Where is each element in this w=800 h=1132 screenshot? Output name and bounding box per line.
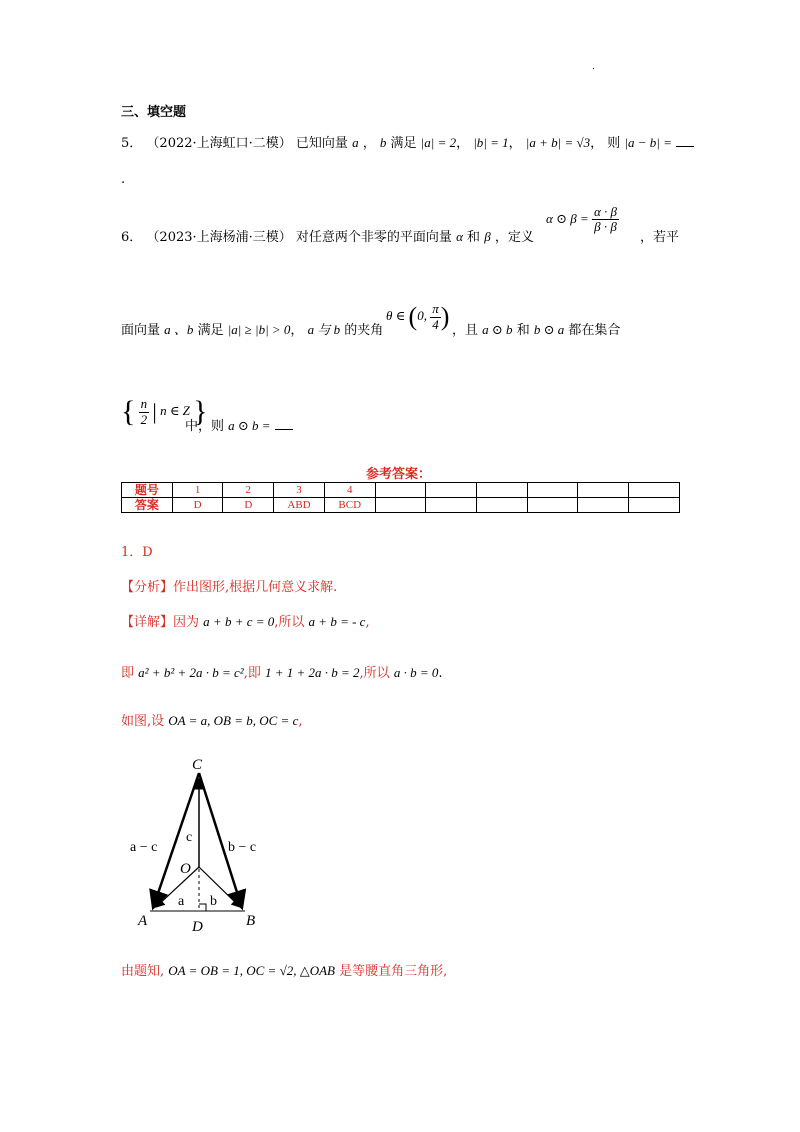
label-O: O: [180, 861, 191, 877]
answers-row-values: [122, 498, 680, 513]
q5-ask: |a − b| =: [624, 135, 672, 150]
answer-value-cell: D: [172, 498, 223, 513]
label-B: B: [246, 913, 256, 929]
q6-cond: |a| ≥ |b| > 0: [227, 322, 291, 337]
q6-text3: ，若平: [640, 230, 680, 245]
label-c: c: [186, 830, 193, 845]
solution-item: 1．D: [121, 545, 153, 560]
q6-definition: [546, 205, 619, 235]
question-6-line1: [121, 226, 534, 245]
q6-text1: 对任意两个非零的平面向量: [295, 230, 452, 245]
q6-line2-d: a 与 b: [307, 322, 341, 337]
q6-set-num: n: [140, 396, 148, 412]
answers-row2-label: 答案: [122, 498, 173, 513]
q6-interval-num: π: [432, 301, 439, 317]
corner-mark: .: [592, 62, 595, 72]
q5-text2: 满足: [390, 136, 417, 151]
eq-sum-zero: a + b + c = 0: [203, 614, 275, 629]
so-2: ,所以: [359, 666, 390, 681]
answer-number-cell: [578, 483, 629, 498]
answer-value-cell: [527, 498, 578, 513]
label-b-minus-c: b − c: [228, 840, 257, 855]
answers-title: 参考答案：: [366, 467, 432, 482]
section-title: 三、填空题: [121, 105, 187, 120]
answer-value-cell: [629, 498, 680, 513]
analysis-tag: 【分析】: [121, 580, 174, 595]
q6-beta: β: [484, 229, 491, 244]
q6-interval-left: 0,: [417, 307, 427, 323]
q6-line2-b: 满足: [197, 323, 224, 338]
question-5: 5． （2022·上海虹口·二模） 已知向量 a ， b 满足 |a| = 2， |b| = 1， |a + b| = √3， 则 |a − b| =: [121, 132, 694, 151]
q6-line2-a: 面向量: [121, 323, 161, 338]
eq-lengths: OA = OB = 1, OC = √2, △OAB: [168, 963, 335, 978]
q6-line2-ab: a 、b: [164, 322, 194, 337]
q6-line2-e: 的夹角: [344, 323, 384, 338]
eq-dot-zero: a · b = 0: [393, 665, 439, 680]
solution-analysis: [121, 576, 337, 595]
answer-number-cell: 1: [172, 483, 223, 498]
q6-op2: b ⊙ a: [533, 322, 565, 337]
q6-set-frac: [139, 397, 150, 427]
conclusion-1: 由题知,: [121, 964, 165, 979]
answer-number-cell: [629, 483, 680, 498]
label-a: a: [178, 894, 185, 909]
detail-text1: 因为: [173, 615, 200, 630]
q6-line2-c: ，: [290, 323, 304, 338]
answer-number-cell: [527, 483, 578, 498]
q6-def-num: α · β: [593, 204, 618, 219]
answer-number-cell: [477, 483, 528, 498]
question-6-line3-end: [185, 415, 293, 434]
so-1: ,所以: [274, 615, 305, 630]
q6-line3-a: 中，则: [185, 419, 225, 434]
fig-comma: ,: [298, 714, 303, 729]
answer-value-cell: D: [223, 498, 274, 513]
answers-row-numbers: [122, 483, 680, 498]
answer-blank-6: [275, 417, 293, 430]
q6-and: 和: [467, 230, 481, 245]
q5-text3: 则: [607, 136, 621, 151]
answer-value-cell: ABD: [274, 498, 325, 513]
q5-comma: ，: [362, 136, 376, 151]
ji-1: 即: [121, 666, 135, 681]
solution-line4: [121, 710, 303, 729]
q6-line2-g: 和: [516, 323, 530, 338]
label-a-minus-c: a − c: [130, 840, 158, 855]
q6-alpha: α: [456, 229, 463, 244]
eq-a-plus-b: a + b = - c: [308, 614, 366, 629]
answer-number-cell: 2: [223, 483, 274, 498]
q5-source: （2022·上海虹口·二模）: [146, 136, 292, 151]
answers-table: [121, 482, 680, 513]
q5-vector-b: b: [379, 135, 387, 150]
comma-1: ,: [365, 615, 370, 630]
answer-number-cell: 3: [274, 483, 325, 498]
q6-op1: a ⊙ b: [482, 322, 513, 337]
question-6-line2-end: [452, 319, 620, 338]
answer-value-cell: [375, 498, 426, 513]
q5-text1: 已知向量: [295, 136, 348, 151]
q6-number: 6．: [121, 230, 143, 245]
answer-value-cell: [477, 498, 528, 513]
vector-figure: [120, 755, 280, 935]
period: .: [438, 666, 443, 681]
solution-line3: [121, 662, 443, 681]
conclusion-2: 是等腰直角三角形,: [339, 964, 448, 979]
detail-tag: 【详解】: [121, 615, 174, 630]
eq-square: a² + b² + 2a · b = c²: [138, 665, 244, 680]
q5-cond3: |a + b| = √3: [525, 135, 591, 150]
label-A: A: [138, 913, 148, 929]
answers-row1-label: 题号: [122, 483, 173, 498]
q6-theta-sym: θ ∈: [386, 307, 406, 323]
label-D: D: [192, 919, 203, 935]
solution-conclusion: [121, 960, 447, 979]
answer-number-cell: [426, 483, 477, 498]
answer-number-cell: 4: [324, 483, 375, 498]
q6-interval-frac: [430, 302, 441, 332]
question-6-line2: [121, 319, 383, 338]
label-C: C: [192, 757, 203, 773]
solution-detail: [121, 611, 370, 630]
q6-set-cond: n ∈ Z: [160, 402, 190, 418]
q6-theta: θ ∈ (0, $\frac{\pi}{4}$ ): [386, 301, 450, 332]
answer-value-cell: BCD: [324, 498, 375, 513]
q6-line2-h: 都在集合: [568, 323, 621, 338]
label-b: b: [210, 894, 217, 909]
q6-def-lhs: α ⊙ β =: [546, 210, 589, 226]
q6-def-den: β · β: [594, 219, 617, 235]
question-6-line3: { $\frac{n}{2}$ | n ∈ Z }: [121, 395, 208, 428]
answer-value-cell: [578, 498, 629, 513]
fig-text: 如图,设: [121, 714, 165, 729]
eq-oa-ob-oc: OA = a, OB = b, OC = c: [168, 713, 299, 728]
ji-2: ,即: [243, 666, 261, 681]
q5-cond2: |b| = 1: [473, 135, 509, 150]
analysis-text: 作出图形,根据几何意义求解.: [173, 580, 338, 595]
q5-vector-a: a: [352, 135, 359, 150]
q5-cond1: |a| = 2: [420, 135, 457, 150]
answer-blank: [676, 134, 694, 147]
q5-number: 5．: [121, 136, 143, 151]
q6-ask: a ⊙ b =: [228, 418, 271, 433]
vector-b-line: [199, 867, 240, 907]
q6-set-den: 2: [140, 411, 148, 427]
q6-text2: ，定义: [494, 230, 534, 245]
q6-line2-f: ，且: [452, 323, 479, 338]
answer-number-cell: [375, 483, 426, 498]
q6-source: （2023·上海杨浦·三模）: [146, 230, 292, 245]
q5-continuation: .: [121, 172, 126, 187]
eq-sum-two: 1 + 1 + 2a · b = 2: [264, 665, 360, 680]
q6-interval-den: 4: [432, 316, 439, 332]
right-angle-mark: [199, 904, 206, 911]
answer-value-cell: [426, 498, 477, 513]
q6-def-fraction: [592, 205, 619, 235]
